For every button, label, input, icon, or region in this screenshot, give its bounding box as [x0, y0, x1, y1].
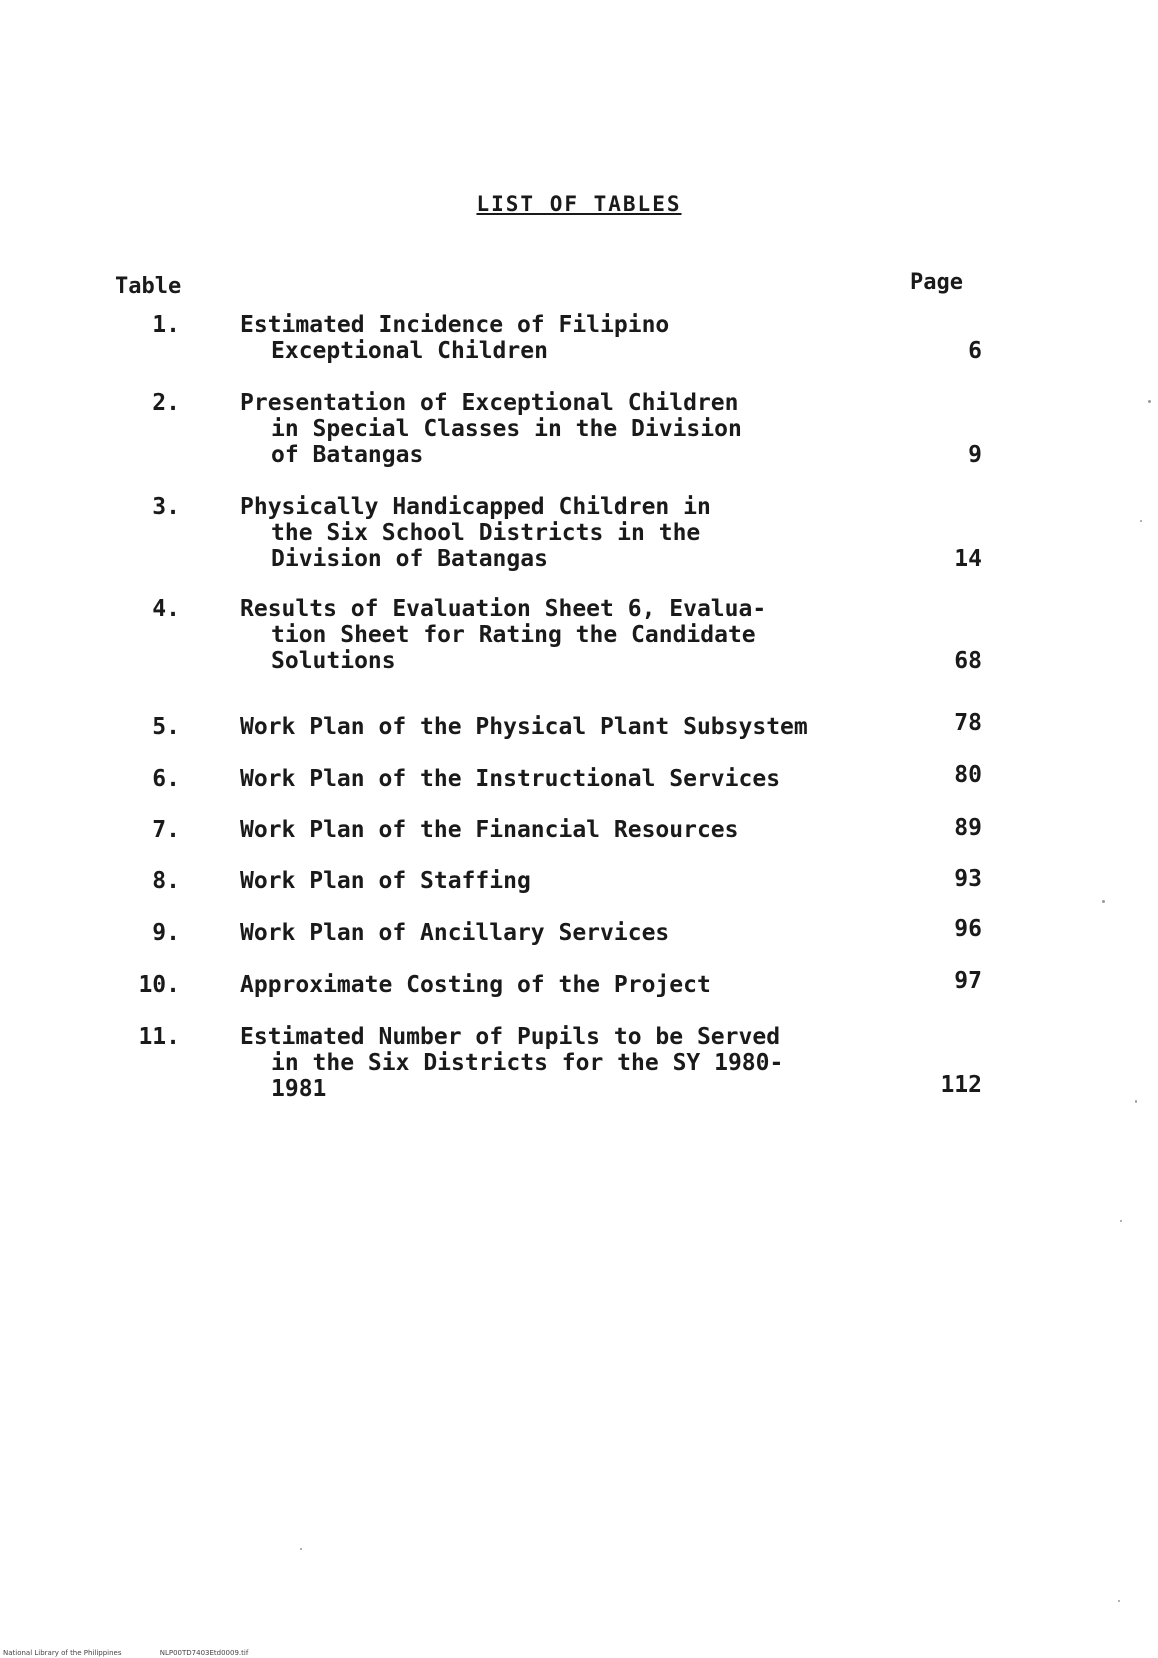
table-number: 1.: [152, 312, 180, 338]
table-caption: [240, 972, 880, 998]
table-number: 2.: [152, 390, 180, 416]
caption-line: Solutions: [271, 648, 396, 674]
caption-line: Presentation of Exceptional Children: [240, 390, 739, 416]
caption-line: Work Plan of the Financial Resources: [240, 817, 739, 843]
scan-speck: [1135, 1100, 1137, 1103]
table-caption: [240, 920, 880, 946]
caption-line: tion Sheet for Rating the Candidate: [271, 622, 756, 648]
table-caption: [240, 766, 880, 792]
page-column-header: Page: [910, 270, 963, 295]
page-number: 78: [954, 710, 982, 736]
table-caption: [240, 312, 880, 364]
page-number: 96: [954, 916, 982, 942]
scan-speck: [1148, 400, 1151, 403]
caption-line: Estimated Incidence of Filipino: [240, 312, 670, 338]
table-caption: [240, 714, 880, 740]
table-number: 4.: [152, 596, 180, 622]
caption-line: in the Six Districts for the SY 1980-: [271, 1050, 784, 1076]
page-number: 14: [954, 546, 982, 572]
scan-speck: [1140, 520, 1142, 522]
caption-line: the Six School Districts in the: [271, 520, 701, 546]
caption-line: Work Plan of the Physical Plant Subsystem: [240, 714, 808, 740]
caption-line: 1981: [271, 1076, 327, 1102]
page-title: LIST OF TABLES: [476, 192, 682, 216]
scan-speck: [1120, 1220, 1122, 1222]
caption-line: Work Plan of Ancillary Services: [240, 920, 670, 946]
table-number: 10.: [138, 972, 180, 998]
caption-line: Work Plan of Staffing: [240, 868, 531, 894]
table-column-header: Table: [115, 274, 182, 299]
page-number: 93: [954, 866, 982, 892]
table-caption: [240, 868, 880, 894]
table-number: 3.: [152, 494, 180, 520]
caption-line: in Special Classes in the Division: [271, 416, 742, 442]
table-caption: [240, 390, 880, 468]
page-number: 68: [954, 648, 982, 674]
page-number: 97: [954, 968, 982, 994]
table-caption: [240, 494, 880, 572]
scan-speck: [1102, 900, 1105, 903]
library-credit: National Library of the Philippines: [3, 1649, 122, 1657]
page-number: 89: [954, 815, 982, 841]
caption-line: Approximate Costing of the Project: [240, 972, 711, 998]
caption-line: Work Plan of the Instructional Services: [240, 766, 781, 792]
page-number: 80: [954, 762, 982, 788]
table-number: 5.: [152, 714, 180, 740]
table-number: 7.: [152, 817, 180, 843]
table-caption: [240, 596, 880, 674]
scan-speck: [300, 1548, 302, 1550]
caption-line: Estimated Number of Pupils to be Served: [240, 1024, 781, 1050]
caption-line: of Batangas: [271, 442, 424, 468]
caption-line: Physically Handicapped Children in: [240, 494, 711, 520]
table-caption: [240, 817, 880, 843]
page-number: 112: [940, 1072, 982, 1098]
table-number: 6.: [152, 766, 180, 792]
table-number: 9.: [152, 920, 180, 946]
table-number: 11.: [138, 1024, 180, 1050]
scan-speck: [1118, 1600, 1120, 1602]
page-number: 9: [968, 442, 982, 468]
file-id: NLP00TD7403Etd0009.tif: [159, 1649, 249, 1657]
table-caption: [240, 1024, 880, 1102]
page-number: 6: [968, 338, 982, 364]
table-number: 8.: [152, 868, 180, 894]
caption-line: Exceptional Children: [271, 338, 548, 364]
caption-line: Results of Evaluation Sheet 6, Evalua-: [240, 596, 767, 622]
scan-footer: [3, 1649, 284, 1657]
caption-line: Division of Batangas: [271, 546, 548, 572]
